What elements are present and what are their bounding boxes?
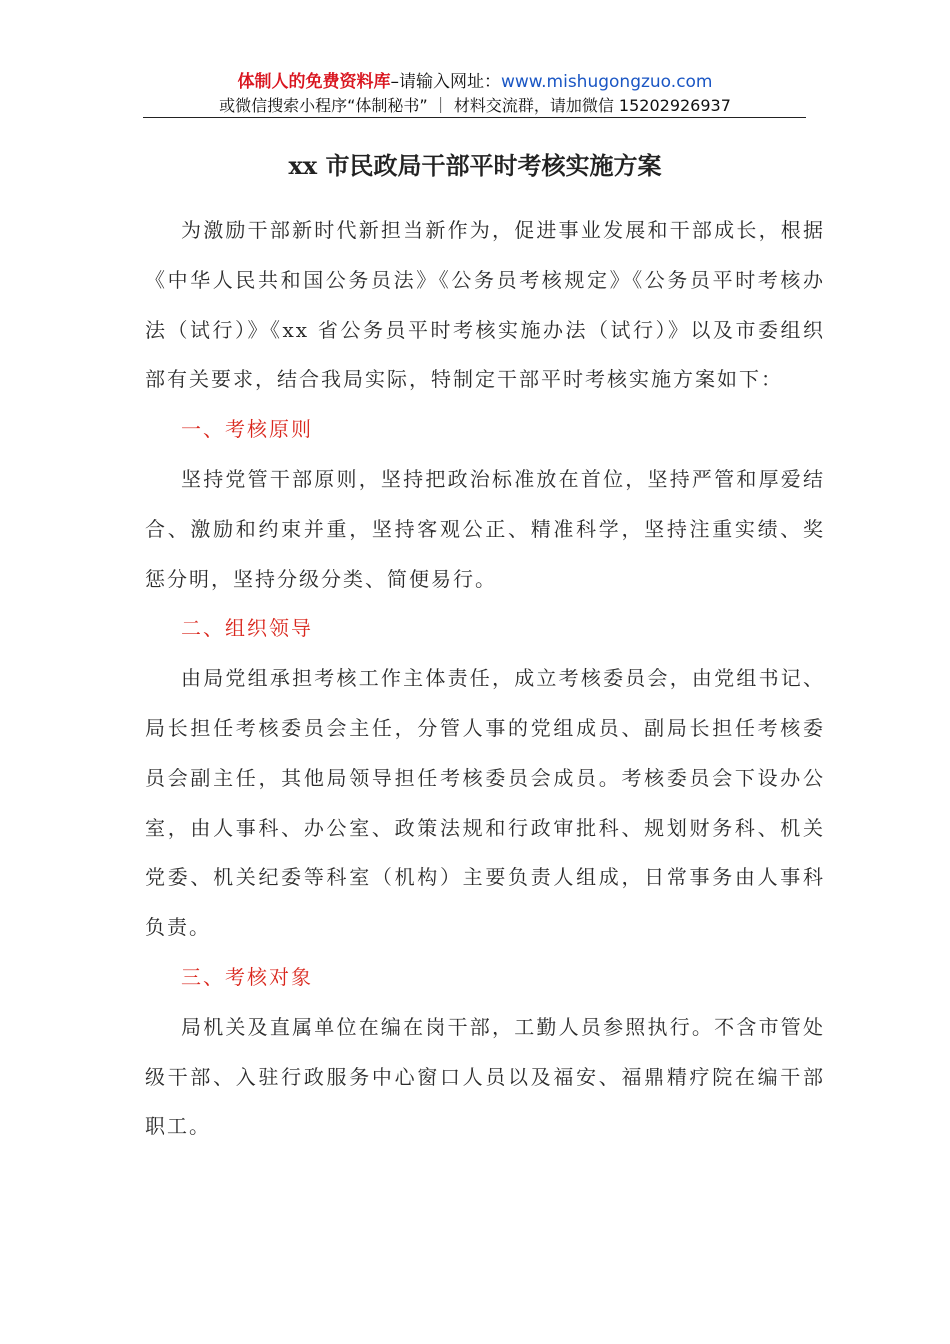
website-link[interactable]: www.mishugongzuo.com bbox=[500, 72, 713, 92]
header-line-2: 或微信搜索小程序“体制秘书” ｜ 材料交流群，请加微信 15202926937 bbox=[219, 96, 731, 115]
document-title: xx 市民政局干部平时考核实施方案 bbox=[288, 151, 662, 180]
section-heading: 三、考核对象 bbox=[181, 964, 313, 989]
url-prompt: –请输入网址： bbox=[390, 72, 501, 92]
section-paragraph: 坚持党管干部原则，坚持把政治标准放在首位，坚持严管和厚爱结合、激励和约束并重，坚持客观公正、精准科学，坚持注重实绩、奖惩分明，坚持分级分类、简便易行。 bbox=[145, 466, 825, 591]
page-header bbox=[0, 70, 950, 118]
document-body bbox=[145, 206, 825, 1152]
brand-name: 体制人的免费资料库 bbox=[237, 72, 391, 92]
header-line-1 bbox=[0, 70, 950, 94]
section-paragraph: 局机关及直属单位在编在岗干部，工勤人员参照执行。不含市管处级干部、入驻行政服务中心窗口人员以及福安、福鼎精疗院在编干部职工。 bbox=[145, 1014, 825, 1139]
section-heading: 一、考核原则 bbox=[181, 417, 313, 442]
section-heading: 二、组织领导 bbox=[181, 616, 313, 641]
section-paragraph: 由局党组承担考核工作主体责任，成立考核委员会，由党组书记、局长担任考核委员会主任，分管人事的党组成员、副局长担任考核委员会副主任，其他局领导担任考核委员会成员。考核委员会下设办公室，由人事科、办公室、政策法规和行政审批科、规划财务科、机关党委、机关纪委等科室（机构）主要负责人组成，日常事务由人事科负责。 bbox=[145, 666, 825, 940]
intro-paragraph: 为激励干部新时代新担当新作为，促进事业发展和干部成长，根据《中华人民共和国公务员法》《公务员考核规定》《公务员平时考核办法（试行）》《xx 省公务员平时考核实施办法（试行）》以及市委组织部有关要求，结合我局实际，特制定干部平时考核实施方案如下： bbox=[145, 218, 825, 392]
header-divider bbox=[143, 117, 806, 118]
